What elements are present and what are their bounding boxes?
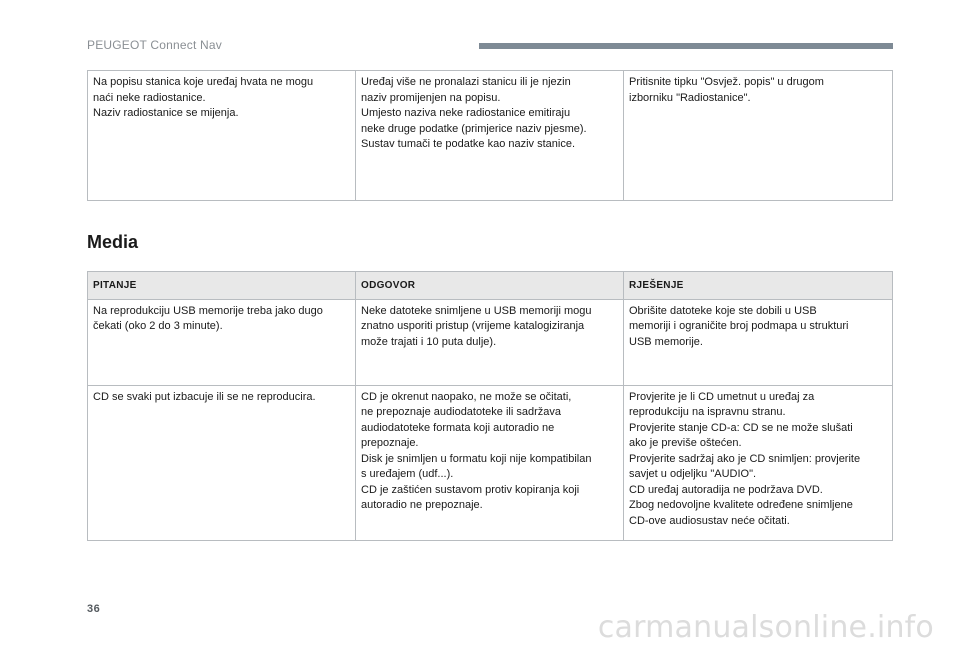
solution-cell: Obrišite datoteke koje ste dobili u USB memoriji i ograničite broj podmapa u strukturi USB memorije. (624, 299, 893, 385)
answer-cell: Uređaj više ne pronalazi stanicu ili je njezin naziv promijenjen na popisu. Umjesto naziva neke radiostanice emitiraju neke druge podatke (primjerice naziv pjesme). Sustav tumači te podatke kao naziv stanice. (356, 71, 624, 201)
header-decorative-bar (479, 43, 893, 49)
column-header-question: PITANJE (88, 272, 356, 300)
table-header-row (88, 272, 893, 300)
section-title-media: Media (87, 232, 139, 252)
radio-troubleshooting-table (87, 70, 893, 201)
answer-cell: Neke datoteke snimljene u USB memoriji mogu znatno usporiti pristup (vrijeme katalogiziranja može trajati i 10 puta dulje). (356, 299, 624, 385)
question-cell: Na reprodukciju USB memorije treba jako dugo čekati (oko 2 do 3 minute). (88, 299, 356, 385)
question-cell: Na popisu stanica koje uređaj hvata ne mogu naći neke radiostanice. Naziv radiostanice se mijenja. (88, 71, 356, 201)
solution-cell: Provjerite je li CD umetnut u uređaj za reprodukciju na ispravnu stranu. Provjerite stanje CD-a: CD se ne može slušati ako je previše oštećen. Provjerite sadržaj ako je CD snimljen: provjerite savjet u odjeljku "AUDIO". CD uređaj autoradija ne podržava DVD. Zbog nedovoljne kvalitete određene snimljene CD-ove audiosustav neće očitati. (624, 385, 893, 540)
answer-cell: CD je okrenut naopako, ne može se očitati, ne prepoznaje audiodatoteke ili sadržava audiodatoteke formata koji autoradio ne prepoznaje. Disk je snimljen u formatu koji nije kompatibilan s uređajem (udf...). CD je zaštićen sustavom protiv kopiranja koji autoradio ne prepoznaje. (356, 385, 624, 540)
page-number: 36 (87, 603, 101, 615)
table-row (88, 71, 893, 201)
column-header-answer: ODGOVOR (356, 272, 624, 300)
watermark-text: carmanualsonline.info (597, 610, 934, 645)
document-header-title: PEUGEOT Connect Nav (87, 38, 222, 52)
media-troubleshooting-table (87, 271, 893, 541)
table-row (88, 299, 893, 385)
table-row (88, 385, 893, 540)
solution-cell: Pritisnite tipku "Osvjež. popis" u drugom izborniku "Radiostanice". (624, 71, 893, 201)
question-cell: CD se svaki put izbacuje ili se ne reproducira. (88, 385, 356, 540)
column-header-solution: RJEŠENJE (624, 272, 893, 300)
